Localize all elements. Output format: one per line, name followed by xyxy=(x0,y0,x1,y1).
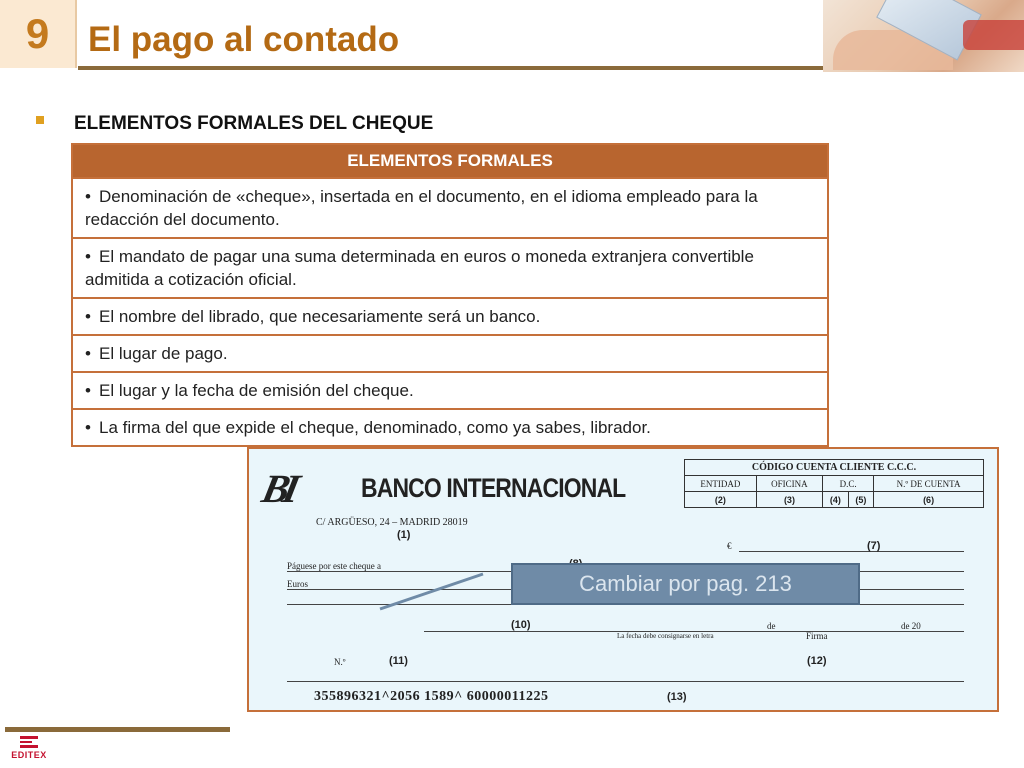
ccc-marker-6: (6) xyxy=(874,492,984,508)
row-text: El lugar y la fecha de emisión del cheque. xyxy=(99,381,414,400)
ccc-header-cuenta: N.º DE CUENTA xyxy=(874,476,984,492)
ccc-table xyxy=(684,459,984,508)
footer-divider xyxy=(5,727,230,732)
slash-stroke xyxy=(378,572,498,612)
formal-elements-table xyxy=(71,143,829,447)
payee-label: Páguese por este cheque a xyxy=(287,561,381,571)
date-hint: La fecha debe consignarse en letra xyxy=(617,632,714,640)
header-photo xyxy=(823,0,1024,72)
section-subtitle: ELEMENTOS FORMALES DEL CHEQUE xyxy=(74,113,434,134)
table-row xyxy=(73,239,827,299)
replace-note-box xyxy=(511,563,860,605)
bullet-icon: • xyxy=(85,344,91,363)
page-title: El pago al contado xyxy=(88,20,400,59)
table-row xyxy=(73,336,827,373)
ccc-marker-5: (5) xyxy=(848,492,874,508)
editex-mark-icon xyxy=(20,736,38,748)
row-text: El nombre del librado, que necesariamente será un banco. xyxy=(99,307,541,326)
table-row xyxy=(73,299,827,336)
row-text: El lugar de pago. xyxy=(99,344,228,363)
bank-name: BANCO INTERNACIONAL xyxy=(361,473,626,503)
marker-13: (13) xyxy=(667,691,687,703)
micr-line: 355896321^2056 1589^ 60000011225 xyxy=(314,689,549,704)
bullet-icon: • xyxy=(85,381,91,400)
table-row xyxy=(73,373,827,410)
bank-address: C/ ARGÜESO, 24 – MADRID 28019 xyxy=(316,517,468,528)
bullet-icon: • xyxy=(85,187,91,206)
marker-11: (11) xyxy=(389,655,408,667)
ccc-title: CÓDIGO CUENTA CLIENTE C.C.C. xyxy=(685,460,984,476)
wallet-image xyxy=(963,20,1024,50)
table-heading: ELEMENTOS FORMALES xyxy=(73,145,827,179)
amount-line xyxy=(739,551,964,552)
ccc-marker-2: (2) xyxy=(685,492,757,508)
ccc-marker-3: (3) xyxy=(756,492,822,508)
row-text: El mandato de pagar una suma determinada en euros o moneda extranjera convertible admitida a cotización oficial. xyxy=(85,247,754,289)
marker-7: (7) xyxy=(867,540,881,552)
marker-1: (1) xyxy=(397,529,411,541)
editex-logo-text: EDITEX xyxy=(11,750,47,760)
editex-logo xyxy=(7,736,51,764)
euros-label: Euros xyxy=(287,579,308,589)
bullet-icon: • xyxy=(85,418,91,437)
row-text: Denominación de «cheque», insertada en el documento, en el idioma empleado para la redacción del documento. xyxy=(85,187,758,229)
ccc-marker-4: (4) xyxy=(823,492,849,508)
row-text: La firma del que expide el cheque, denominado, como ya sabes, librador. xyxy=(99,418,651,437)
bullet-icon: • xyxy=(85,307,91,326)
header-divider xyxy=(78,66,823,70)
euro-sign: € xyxy=(727,541,732,551)
de-label: de xyxy=(767,621,776,631)
marker-10: (10) xyxy=(511,619,531,631)
firma-label: Firma xyxy=(806,631,828,641)
no-label: N.º xyxy=(334,657,346,667)
replace-note-text: Cambiar por pag. 213 xyxy=(579,571,792,596)
micr-divider xyxy=(287,681,964,682)
table-row xyxy=(73,179,827,239)
table-row xyxy=(73,410,827,445)
bank-logo: BI xyxy=(258,466,299,511)
year-label: de 20 xyxy=(901,621,921,631)
chapter-badge xyxy=(0,0,77,68)
ccc-header-entidad: ENTIDAD xyxy=(685,476,757,492)
chapter-number: 9 xyxy=(25,10,50,57)
ccc-header-oficina: OFICINA xyxy=(756,476,822,492)
marker-12: (12) xyxy=(807,655,827,667)
square-bullet-icon xyxy=(36,116,44,124)
bullet-icon: • xyxy=(85,247,91,266)
ccc-header-dc: D.C. xyxy=(823,476,874,492)
